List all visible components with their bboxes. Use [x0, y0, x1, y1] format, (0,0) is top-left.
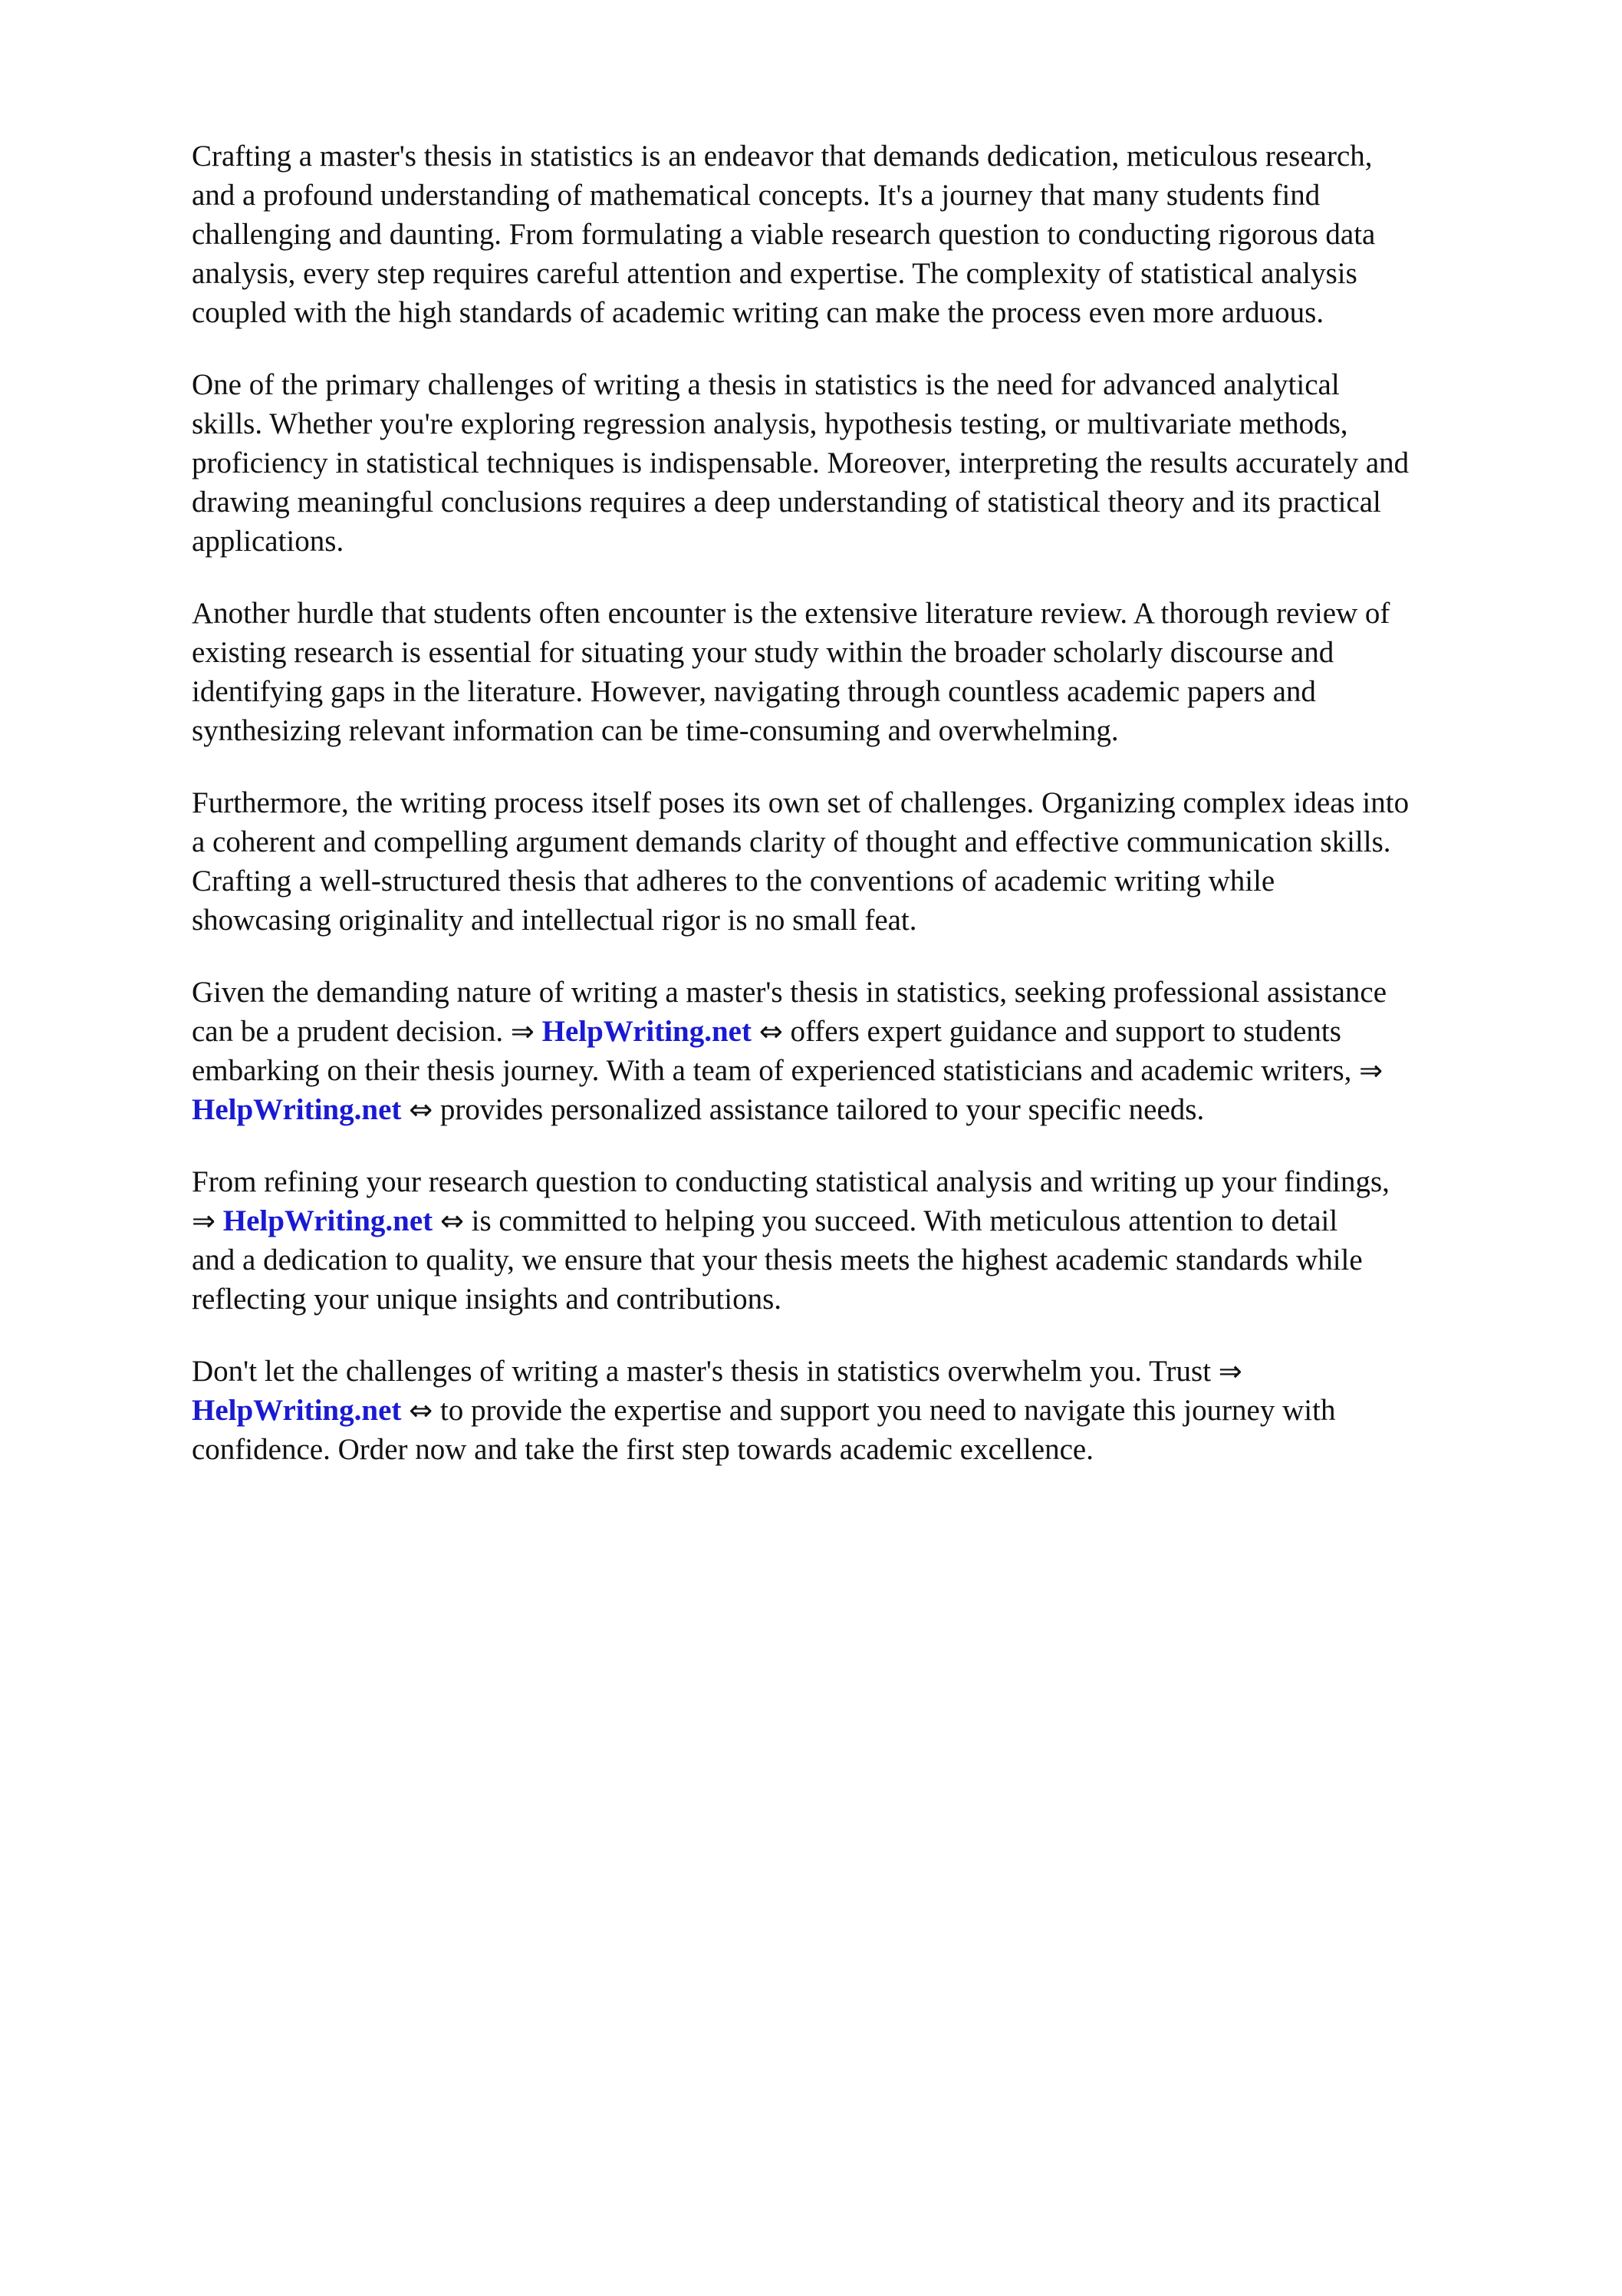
paragraph-4: [192, 783, 1541, 940]
document-page: [192, 137, 1541, 1502]
text-line: identifying gaps in the literature. However, navigating through countless academic papers and: [192, 675, 1316, 708]
text-line: [192, 1090, 1541, 1129]
paragraph-5: [192, 973, 1541, 1129]
paragraph-7: [192, 1352, 1541, 1469]
text-segment: to provide the expertise and support you need to navigate this journey with: [439, 1394, 1336, 1427]
text-line: Furthermore, the writing process itself poses its own set of challenges. Organizing complex ideas into: [192, 786, 1410, 819]
text-line: skills. Whether you're exploring regression analysis, hypothesis testing, or multivariate methods,: [192, 407, 1348, 440]
right-arrow-icon: ⇒: [510, 1015, 535, 1048]
helpwriting-link[interactable]: HelpWriting.net: [192, 1394, 402, 1427]
paragraph-2: [192, 365, 1541, 561]
text-line: challenging and daunting. From formulating a viable research question to conducting rigorous data: [192, 218, 1376, 251]
right-arrow-icon: ⇒: [1218, 1355, 1242, 1388]
right-arrow-icon: ⇒: [192, 1204, 216, 1237]
text-line: confidence. Order now and take the first step towards academic excellence.: [192, 1433, 1094, 1466]
text-segment: can be a prudent decision.: [192, 1015, 511, 1048]
text-line: existing research is essential for situating your study within the broader scholarly discourse and: [192, 636, 1334, 669]
text-line: [192, 1201, 1541, 1240]
text-line: Crafting a well-structured thesis that adheres to the conventions of academic writing while: [192, 865, 1275, 898]
paragraph-6: [192, 1162, 1541, 1319]
text-line: coupled with the high standards of academic writing can make the process even more arduous.: [192, 296, 1324, 329]
text-line: and a dedication to quality, we ensure that your thesis meets the highest academic standards while: [192, 1244, 1363, 1276]
text-line: From refining your research question to conducting statistical analysis and writing up your findings,: [192, 1165, 1390, 1198]
double-arrow-icon: ⇔: [409, 1394, 433, 1427]
text-line: One of the primary challenges of writing a thesis in statistics is the need for advanced analytical: [192, 368, 1340, 401]
double-arrow-icon: ⇔: [409, 1093, 433, 1126]
paragraph-3: [192, 594, 1541, 750]
text-line: showcasing originality and intellectual rigor is no small feat.: [192, 904, 917, 937]
text-segment: embarking on their thesis journey. With a team of experienced statisticians and academic writers,: [192, 1054, 1352, 1087]
double-arrow-icon: ⇔: [439, 1204, 464, 1237]
text-line: Another hurdle that students often encounter is the extensive literature review. A thorough review of: [192, 597, 1390, 630]
text-segment: provides personalized assistance tailored to your specific needs.: [439, 1093, 1205, 1126]
double-arrow-icon: ⇔: [758, 1015, 783, 1048]
text-line: [192, 1051, 1541, 1090]
text-segment: offers expert guidance and support to students: [790, 1015, 1341, 1048]
right-arrow-icon: ⇒: [1359, 1054, 1383, 1087]
text-line: proficiency in statistical techniques is indispensable. Moreover, interpreting the results accurately and: [192, 446, 1410, 479]
text-line: [192, 1391, 1541, 1430]
text-line: a coherent and compelling argument demands clarity of thought and effective communication skills.: [192, 825, 1391, 858]
text-line: Crafting a master's thesis in statistics is an endeavor that demands dedication, meticulous research,: [192, 140, 1373, 173]
text-line: synthesizing relevant information can be time-consuming and overwhelming.: [192, 714, 1119, 747]
text-segment: Don't let the challenges of writing a master's thesis in statistics overwhelm you. Trust: [192, 1355, 1212, 1388]
paragraph-1: [192, 137, 1541, 332]
text-line: reflecting your unique insights and contributions.: [192, 1283, 782, 1316]
text-line: Given the demanding nature of writing a master's thesis in statistics, seeking professional assistance: [192, 976, 1387, 1009]
helpwriting-link[interactable]: HelpWriting.net: [192, 1093, 402, 1126]
text-line: [192, 1012, 1541, 1051]
text-line: and a profound understanding of mathematical concepts. It's a journey that many students find: [192, 179, 1321, 212]
text-line: [192, 1352, 1541, 1391]
text-line: analysis, every step requires careful attention and expertise. The complexity of statistical analysis: [192, 257, 1357, 290]
text-segment: is committed to helping you succeed. With meticulous attention to detail: [471, 1204, 1338, 1237]
helpwriting-link[interactable]: HelpWriting.net: [541, 1015, 752, 1048]
text-line: drawing meaningful conclusions requires a deep understanding of statistical theory and its practical: [192, 486, 1381, 519]
helpwriting-link[interactable]: HelpWriting.net: [222, 1204, 433, 1237]
text-line: applications.: [192, 525, 344, 558]
